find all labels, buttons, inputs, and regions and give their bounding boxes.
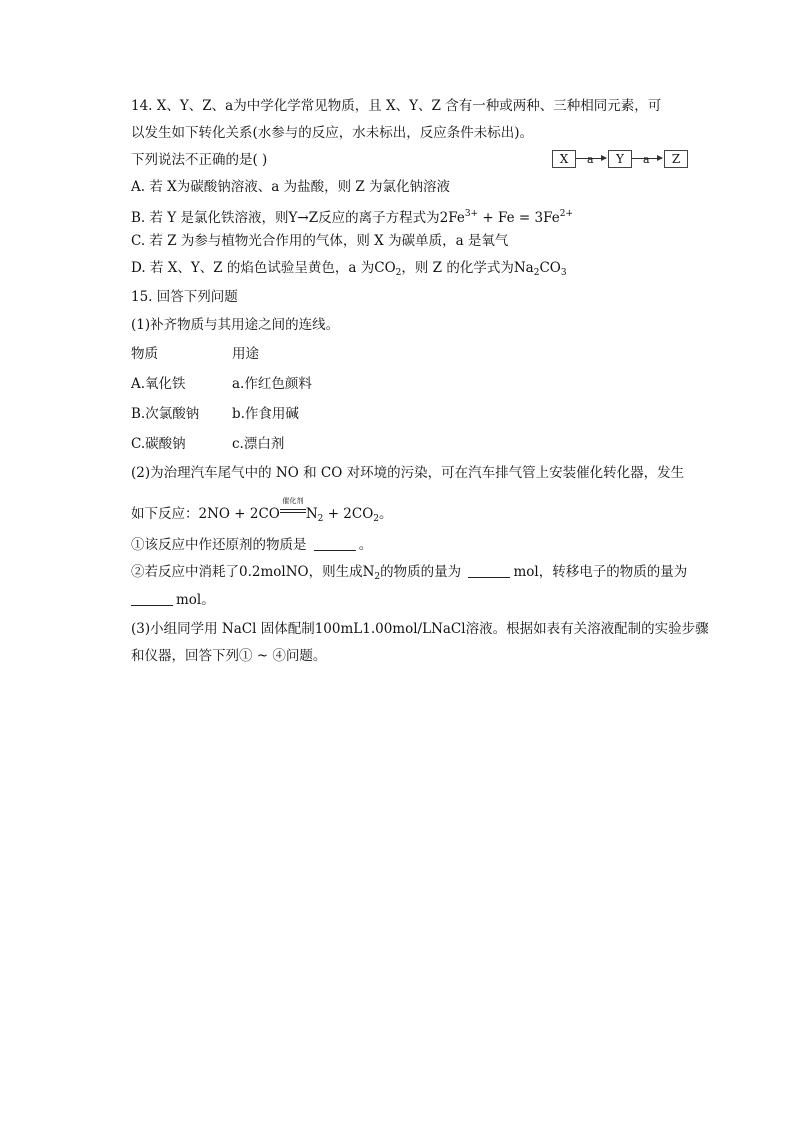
catalyst-equals: 催化剂 [280,506,306,516]
q15-part3-line1: (3)小组同学用 NaCl 固体配制100mL1.00mol/LNaCl溶液。根据如表有关溶液配制的实验步骤 [131,621,709,637]
answer-blank-2[interactable] [468,565,510,578]
row-use-c: c.漂白剂 [232,436,285,452]
q14-stem: 下列说法不正确的是( ) [131,152,268,168]
row-substance-a: A.氧化铁 [131,376,186,392]
q15-part2-line1: (2)为治理汽车尾气中的 NO 和 CO 对环境的污染，可在汽车排气管上安装催化转化器，发生 [131,465,685,481]
row-use-a: a.作红色颜料 [232,376,312,392]
row-substance-b: B.次氯酸钠 [131,406,200,422]
answer-blank-1[interactable] [314,538,356,551]
table-header [131,345,158,363]
arrow-1-label: a [587,153,594,166]
arrow-2-label: a [643,153,650,166]
arrow-1 [576,153,606,166]
q14-option-d: D. 若 X、Y、Z 的焰色试验呈黄色，a 为$CO_2$，则 Z 的化学式为$Na_2CO_3$ [131,260,567,278]
q14-option-b: B. 若 Y 是氯化铁溶液，则Y→Z反应的离子方程式为$2Fe^{3+} + Fe = 3Fe^{2+}$ [131,209,573,226]
box-x: X [552,150,576,168]
row-use-b: b.作食用碱 [232,406,299,422]
box-y: Y [608,150,632,168]
header-use: 用途 [232,346,259,362]
box-z: Z [664,150,688,168]
q15-question-1: ①该反应中作还原剂的物质是 。 [131,537,373,553]
answer-blank-3[interactable] [131,593,173,606]
q15-question-2-line2: mol。 [131,591,215,609]
conversion-diagram [552,146,692,170]
q15-question-2: ②若反应中消耗了0.2molNO，则生成$N_2$的物质的量为 mol，转移电子的物质的量为 [131,564,688,582]
q14-option-c: C. 若 Z 为参与植物光合作用的气体，则 X 为碳单质，a 是氧气 [131,233,509,249]
q14-line2: 以发生如下转化关系(水参与的反应，水未标出，反应条件未标出)。 [131,125,534,141]
q15-title: 15. 回答下列问题 [131,289,238,305]
q14-line1: 14. X、Y、Z、a为中学化学常见物质，且 X、Y、Z 含有一种或两种、三种相同元素，可 [131,98,662,114]
q15-part1: (1)补齐物质与其用途之间的连线。 [131,317,340,333]
arrow-2 [632,153,662,166]
q14-option-a: A. 若 X为碳酸钠溶液、a 为盐酸，则 Z 为氯化钠溶液 [131,179,451,195]
q15-part3-line2: 和仪器，回答下列① ~ ④问题。 [131,648,327,664]
q15-part2-equation: 如下反应：2NO + 2CO 催化剂 $N_2 + 2CO_2$。 [131,497,393,524]
row-substance-c: C.碳酸钠 [131,436,186,452]
header-substance: 物质 [131,346,158,362]
